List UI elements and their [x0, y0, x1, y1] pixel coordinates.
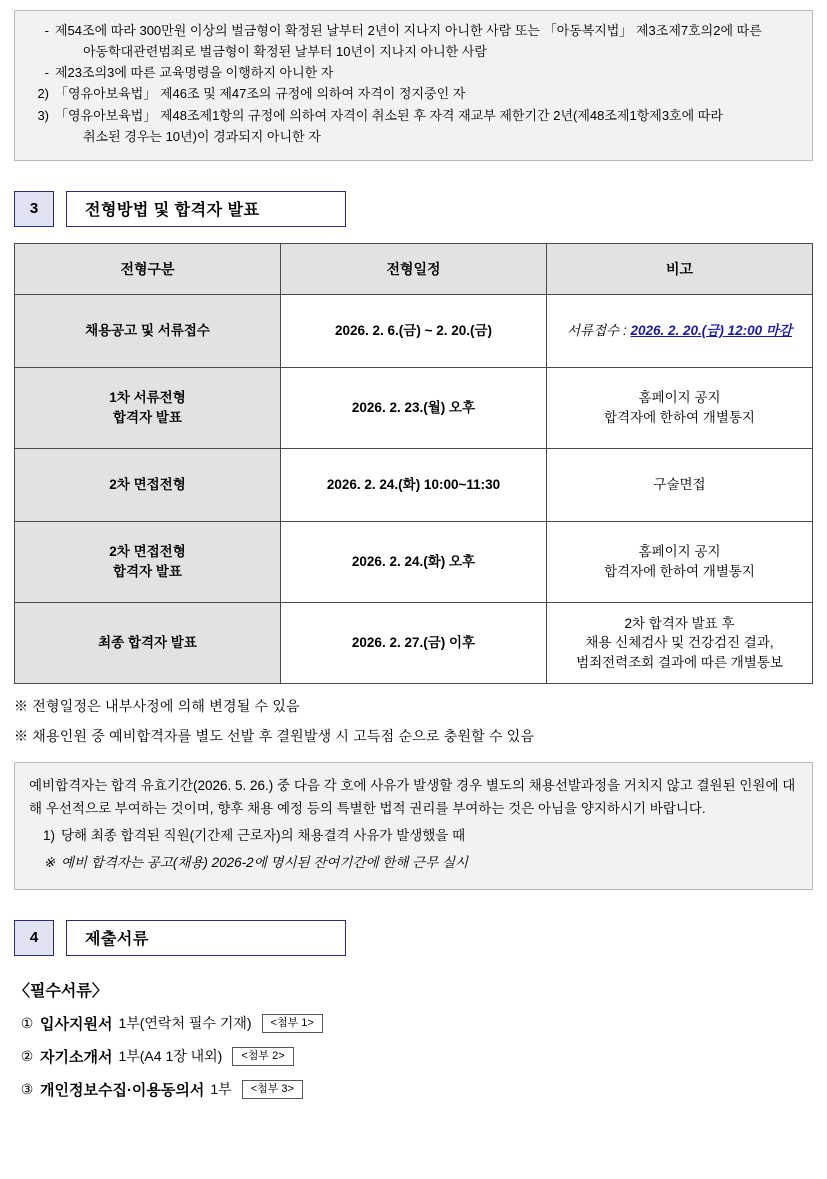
document-quantity: 1부(A4 1장 내외) [118, 1048, 223, 1065]
list-marker: ② [20, 1047, 34, 1064]
cell-note [547, 602, 813, 683]
reserve-candidate-box [14, 762, 813, 890]
document-quantity: 1부(연락처 필수 기재) [118, 1015, 252, 1032]
list-item [14, 1079, 813, 1100]
cell-date: 2026. 2. 24.(화) 오후 [281, 521, 547, 602]
column-header-note: 비고 [547, 243, 813, 294]
cell-type [15, 521, 281, 602]
list-marker: - [44, 23, 49, 38]
cell-type-line: 합격자 발표 [113, 409, 182, 425]
reserve-paragraph: 예비합격자는 합격 유효기간(2026. 5. 26.) 중 다음 각 호에 사유가 발생할 경우 별도의 채용선발과정을 거치지 않고 결원된 인원에 대해 우선적으로 부여하는 것이며, 향후 채용 예정 등의 특별한 법적 권리를 부여하는 것은 아님을 양지하시기 바랍니다. [29, 777, 796, 816]
cell-date: 2026. 2. 24.(화) 10:00~11:30 [281, 448, 547, 521]
list-marker: 1) [42, 827, 55, 843]
cell-type-line: 2차 면접전형 [109, 544, 186, 560]
list-marker: 3) [37, 107, 49, 123]
disqualification-line [27, 106, 800, 126]
list-item [14, 1046, 813, 1067]
cell-type: 2차 면접전형 [15, 448, 281, 521]
list-marker: 2) [37, 86, 49, 102]
cell-note [547, 448, 813, 521]
table-row [15, 448, 813, 521]
column-header-type: 전형구분 [15, 243, 281, 294]
disqualification-line [27, 84, 800, 104]
list-text: 「영유아보육법」 제46조 및 제47조의 규정에 의하여 자격이 정지중인 자 [55, 86, 466, 102]
disqualification-box [14, 10, 813, 161]
table-header-row [15, 243, 813, 294]
cell-note [547, 367, 813, 448]
required-documents-heading: 〈필수서류〉 [14, 982, 108, 1000]
list-text: 제23조의3에 따른 교육명령을 이행하지 아니한 자 [55, 65, 334, 81]
reserve-list-item [29, 825, 798, 848]
document-name: 자기소개서 [40, 1048, 113, 1066]
cell-type: 채용공고 및 서류접수 [15, 294, 281, 367]
selection-schedule-table [14, 243, 813, 684]
list-marker: ③ [20, 1080, 34, 1097]
list-text: 예비 합격자는 공고(채용) 2026-2에 명시된 잔여기간에 한해 근무 실시 [61, 854, 469, 870]
section-title: 전형방법 및 합격자 발표 [66, 191, 346, 227]
cell-note-line: 2차 합격자 발표 후 [624, 615, 735, 631]
disqualification-line [27, 21, 800, 41]
list-text: 제54조에 따라 300만원 이상의 벌금형이 확정된 날부터 2년이 지나지 아니한 사람 또는 「아동복지법」 제3조제7호의2에 따른 [55, 23, 762, 38]
cell-type [15, 367, 281, 448]
section-number: 4 [14, 920, 54, 956]
list-text: 당해 최종 합격된 직원(기간제 근로자)의 채용결격 사유가 발생했을 때 [61, 827, 466, 843]
cell-type: 최종 합격자 발표 [15, 602, 281, 683]
section-title: 제출서류 [66, 920, 346, 956]
section-heading-3 [14, 191, 813, 227]
cell-note-line: 합격자에 한하여 개별통지 [604, 563, 755, 579]
disqualification-line [27, 127, 800, 147]
document-quantity: 1부 [210, 1081, 232, 1098]
list-marker: ※ [43, 854, 55, 870]
column-header-date: 전형일정 [281, 243, 547, 294]
schedule-note: ※ 전형일정은 내부사정에 의해 변경될 수 있음 [14, 697, 300, 714]
cell-date: 2026. 2. 27.(금) 이후 [281, 602, 547, 683]
list-text: 「영유아보육법」 제48조제1항의 규정에 의하여 자격이 취소된 후 자격 재교부 제한기간 2년(제48조제1항제3호에 따라 [55, 107, 723, 123]
cell-note [547, 294, 813, 367]
disqualification-line [27, 63, 800, 83]
section-heading-4 [14, 920, 813, 956]
document-name: 개인정보수집·이용동의서 [40, 1081, 205, 1099]
cell-type-line: 1차 서류전형 [109, 390, 186, 406]
note-deadline-accent: 2026. 2. 20.(금) 12:00 마감 [630, 323, 792, 339]
list-marker: ① [20, 1014, 34, 1031]
document-page [0, 10, 827, 1179]
cell-note-line: 채용 신체검사 및 건강검진 결과, [585, 635, 774, 651]
table-row [15, 602, 813, 683]
document-name: 입사지원서 [40, 1015, 113, 1033]
cell-note-line: 홈페이지 공지 [638, 544, 721, 560]
cell-note-line: 합격자에 한하여 개별통지 [604, 409, 755, 425]
reserve-note: ※ 채용인원 중 예비합격자를 별도 선발 후 결원발생 시 고득점 순으로 충원할 수 있음 [14, 727, 535, 744]
attachment-tag: <첨부 3> [242, 1080, 303, 1099]
table-row [15, 294, 813, 367]
list-text: 취소된 경우는 10년)이 경과되지 아니한 자 [83, 128, 321, 144]
table-row [15, 521, 813, 602]
note-lead-text: 서류접수 : [567, 323, 631, 339]
cell-note-line: 범죄전력조회 결과에 따른 개별통보 [576, 654, 783, 670]
list-marker: - [44, 65, 49, 81]
cell-date: 2026. 2. 6.(금) ~ 2. 20.(금) [281, 294, 547, 367]
cell-note-line: 구술면접 [653, 477, 706, 493]
attachment-tag: <첨부 1> [262, 1014, 323, 1033]
cell-note-line: 홈페이지 공지 [638, 390, 721, 406]
attachment-tag: <첨부 2> [232, 1047, 293, 1066]
table-row [15, 367, 813, 448]
required-documents-list [14, 1013, 813, 1100]
cell-date: 2026. 2. 23.(월) 오후 [281, 367, 547, 448]
disqualification-line [27, 42, 800, 62]
section-number: 3 [14, 191, 54, 227]
list-item [14, 1013, 813, 1034]
reserve-list-item [29, 852, 798, 875]
cell-note [547, 521, 813, 602]
cell-type-line: 합격자 발표 [113, 563, 182, 579]
list-text: 아동학대관련범죄로 벌금형이 확정된 날부터 10년이 지나지 아니한 사람 [83, 44, 487, 60]
